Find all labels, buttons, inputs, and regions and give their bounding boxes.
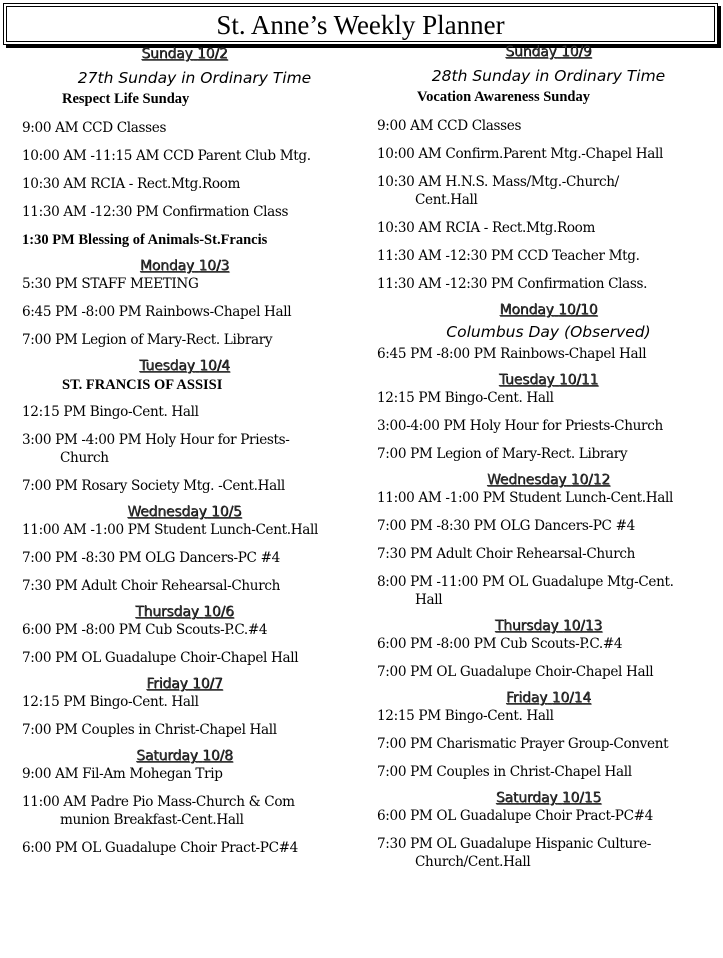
event-item: 7:00 PM Couples in Christ-Chapel Hall	[377, 764, 632, 780]
event-item: 6:00 PM -8:00 PM Cub Scouts-P.C.#4	[377, 636, 623, 652]
event-item: 6:00 PM OL Guadalupe Choir Pract-PC#4	[22, 840, 298, 856]
event-item: 9:00 AM CCD Classes	[377, 118, 522, 134]
day-header-sunday: Sunday 10/9	[505, 44, 592, 60]
day-header-friday: Friday 10/14	[505, 690, 592, 706]
event-item: 10:00 AM -11:15 AM CCD Parent Club Mtg.	[22, 148, 311, 164]
event-item: 7:00 PM -8:30 PM OLG Dancers-PC #4	[377, 518, 635, 534]
day-header-thursday: Thursday 10/6	[135, 604, 234, 620]
day-header-tuesday: Tuesday 10/11	[498, 372, 599, 388]
day-header-thursday: Thursday 10/13	[494, 618, 603, 634]
event-item: 6:45 PM -8:00 PM Rainbows-Chapel Hall	[377, 346, 647, 362]
event-item: 10:00 AM Confirm.Parent Mtg.-Chapel Hall	[377, 146, 664, 162]
event-item: 12:15 PM Bingo-Cent. Hall	[22, 694, 199, 710]
event-item: 9:00 AM CCD Classes	[22, 120, 167, 136]
event-item: 11:00 AM Padre Pio Mass-Church & Com munion Breakfast-Cent.Hall	[22, 794, 295, 828]
week-column-left	[22, 45, 367, 857]
event-item: 11:30 AM -12:30 PM Confirmation Class	[22, 204, 289, 220]
event-item: 12:15 PM Bingo-Cent. Hall	[377, 390, 554, 406]
event-item: 1:30 PM Blessing of Animals-St.Francis	[22, 232, 268, 248]
event-item: 7:30 PM Adult Choir Rehearsal-Church	[377, 546, 636, 562]
event-item: 3:00 PM -4:00 PM Holy Hour for Priests- Church	[22, 432, 290, 466]
event-item: 6:00 PM -8:00 PM Cub Scouts-P.C.#4	[22, 622, 268, 638]
event-item: 7:00 PM -8:30 PM OLG Dancers-PC #4	[22, 550, 280, 566]
event-item: 10:30 AM RCIA - Rect.Mtg.Room	[377, 220, 596, 236]
day-header-friday: Friday 10/7	[146, 676, 223, 692]
event-item: 12:15 PM Bingo-Cent. Hall	[377, 708, 554, 724]
page-title: St. Anne’s Weekly Planner	[6, 6, 715, 42]
event-item: 7:00 PM Legion of Mary-Rect. Library	[377, 446, 628, 462]
occasion-label: Columbus Day (Observed)	[446, 323, 651, 341]
event-item: 7:00 PM OL Guadalupe Choir-Chapel Hall	[22, 650, 299, 666]
day-header-monday: Monday 10/3	[139, 258, 230, 274]
event-item: 11:00 AM -1:00 PM Student Lunch-Cent.Hall	[377, 490, 673, 506]
day-header-monday: Monday 10/10	[499, 302, 598, 318]
event-item: 5:30 PM STAFF MEETING	[22, 276, 199, 292]
event-item: 10:30 AM H.N.S. Mass/Mtg.-Church/ Cent.Hall	[377, 174, 619, 208]
occasion-label: 27th Sunday in Ordinary Time	[77, 69, 312, 87]
feast-label: ST. FRANCIS OF ASSISI	[62, 377, 223, 393]
event-item: 7:00 PM OL Guadalupe Choir-Chapel Hall	[377, 664, 654, 680]
event-item: 7:30 PM Adult Choir Rehearsal-Church	[22, 578, 281, 594]
event-item: 7:00 PM Couples in Christ-Chapel Hall	[22, 722, 277, 738]
day-header-wednesday: Wednesday 10/5	[127, 504, 242, 520]
event-item: 11:30 AM -12:30 PM Confirmation Class.	[377, 276, 648, 292]
sunday-note: Respect Life Sunday	[62, 91, 190, 107]
event-item: 7:00 PM Charismatic Prayer Group-Convent	[377, 736, 669, 752]
event-item: 7:00 PM Legion of Mary-Rect. Library	[22, 332, 273, 348]
event-item: 9:00 AM Fil-Am Mohegan Trip	[22, 766, 223, 782]
week-column-right	[377, 43, 720, 871]
planner-title-box	[3, 3, 718, 45]
day-header-saturday: Saturday 10/8	[136, 748, 233, 764]
event-item: 6:45 PM -8:00 PM Rainbows-Chapel Hall	[22, 304, 292, 320]
event-item: 7:30 PM OL Guadalupe Hispanic Culture- Church/Cent.Hall	[377, 836, 652, 870]
day-header-saturday: Saturday 10/15	[495, 790, 602, 806]
sunday-note: Vocation Awareness Sunday	[417, 89, 590, 105]
day-header-wednesday: Wednesday 10/12	[486, 472, 611, 488]
occasion-label: 28th Sunday in Ordinary Time	[431, 67, 666, 85]
event-item: 10:30 AM RCIA - Rect.Mtg.Room	[22, 176, 241, 192]
day-header-tuesday: Tuesday 10/4	[139, 358, 230, 374]
event-item: 7:00 PM Rosary Society Mtg. -Cent.Hall	[22, 478, 285, 494]
day-header-sunday: Sunday 10/2	[141, 46, 228, 62]
event-item: 8:00 PM -11:00 PM OL Guadalupe Mtg-Cent. Hall	[377, 574, 674, 608]
event-item: 12:15 PM Bingo-Cent. Hall	[22, 404, 199, 420]
event-item: 11:30 AM -12:30 PM CCD Teacher Mtg.	[377, 248, 640, 264]
event-item: 6:00 PM OL Guadalupe Choir Pract-PC#4	[377, 808, 653, 824]
event-item: 11:00 AM -1:00 PM Student Lunch-Cent.Hall	[22, 522, 318, 538]
event-item: 3:00-4:00 PM Holy Hour for Priests-Church	[377, 418, 663, 434]
